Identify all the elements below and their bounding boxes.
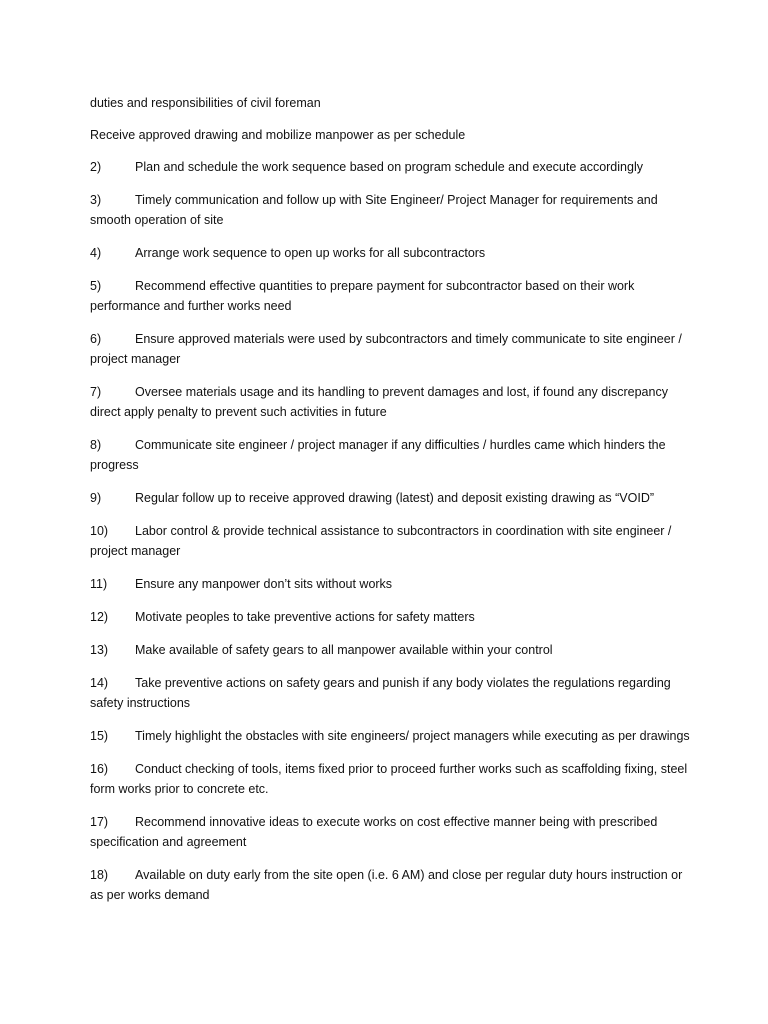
duties-list — [90, 157, 690, 905]
list-item — [90, 329, 690, 369]
list-item-number: 11) — [90, 577, 108, 591]
list-item-number: 8) — [90, 438, 102, 452]
list-item-text: Recommend innovative ideas to execute works on cost effective manner being with prescribed specification and agreement — [90, 815, 658, 849]
list-item-text: Oversee materials usage and its handling to prevent damages and lost, if found any discrepancy direct apply penalty to prevent such activities in future — [90, 385, 668, 419]
list-item-text: Make available of safety gears to all manpower available within your control — [135, 643, 553, 657]
list-item — [90, 276, 690, 316]
document-page — [90, 93, 690, 918]
list-item-text: Timely highlight the obstacles with site engineers/ project managers while executing as per drawings — [135, 729, 690, 743]
list-item-number: 2) — [90, 160, 102, 174]
list-item-number: 3) — [90, 193, 102, 207]
list-item-text: Motivate peoples to take preventive actions for safety matters — [135, 610, 475, 624]
list-item-number: 14) — [90, 676, 109, 690]
list-item — [90, 190, 690, 230]
list-item-number: 9) — [90, 491, 102, 505]
list-item-text: Timely communication and follow up with Site Engineer/ Project Manager for requirements and smooth operation of site — [90, 193, 658, 227]
list-item — [90, 759, 690, 799]
list-item — [90, 488, 690, 508]
list-item-text: Take preventive actions on safety gears and punish if any body violates the regulations regarding safety instructions — [90, 676, 671, 710]
list-item-text: Conduct checking of tools, items fixed prior to proceed further works such as scaffolding fixing, steel form works prior to concrete etc. — [90, 762, 688, 796]
list-item-number: 10) — [90, 524, 109, 538]
list-item-number: 18) — [90, 868, 109, 882]
list-item — [90, 243, 690, 263]
list-item-number: 16) — [90, 762, 109, 776]
list-item — [90, 574, 690, 594]
list-item — [90, 812, 690, 852]
list-item-number: 17) — [90, 815, 109, 829]
list-item — [90, 726, 690, 746]
list-item-text: Plan and schedule the work sequence based on program schedule and execute accordingly — [135, 160, 643, 174]
list-item — [90, 865, 690, 905]
list-item — [90, 607, 690, 627]
list-item-text: Ensure approved materials were used by subcontractors and timely communicate to site engineer / project manager — [90, 332, 682, 366]
list-item-text: Ensure any manpower don’t sits without works — [135, 577, 393, 591]
document-title: duties and responsibilities of civil foreman — [90, 96, 321, 110]
list-item — [90, 673, 690, 713]
list-item-text: Labor control & provide technical assistance to subcontractors in coordination with site engineer / project manager — [90, 524, 672, 558]
list-item-number: 7) — [90, 385, 102, 399]
list-item-text: Available on duty early from the site open (i.e. 6 AM) and close per regular duty hours instruction or as per works demand — [90, 868, 683, 902]
list-item — [90, 640, 690, 660]
intro-paragraph: Receive approved drawing and mobilize manpower as per schedule — [90, 128, 466, 142]
list-item — [90, 435, 690, 475]
list-item-number: 13) — [90, 643, 109, 657]
list-item — [90, 382, 690, 422]
list-item-text: Communicate site engineer / project manager if any difficulties / hurdles came which hinders the progress — [90, 438, 666, 472]
list-item-text: Regular follow up to receive approved drawing (latest) and deposit existing drawing as “VOID” — [135, 491, 655, 505]
list-item — [90, 521, 690, 561]
list-item-number: 5) — [90, 279, 102, 293]
list-item-number: 4) — [90, 246, 102, 260]
list-item-number: 6) — [90, 332, 102, 346]
list-item-number: 15) — [90, 729, 109, 743]
list-item-text: Recommend effective quantities to prepare payment for subcontractor based on their work performance and further works need — [90, 279, 635, 313]
list-item-text: Arrange work sequence to open up works for all subcontractors — [135, 246, 486, 260]
list-item — [90, 157, 690, 177]
list-item-number: 12) — [90, 610, 109, 624]
